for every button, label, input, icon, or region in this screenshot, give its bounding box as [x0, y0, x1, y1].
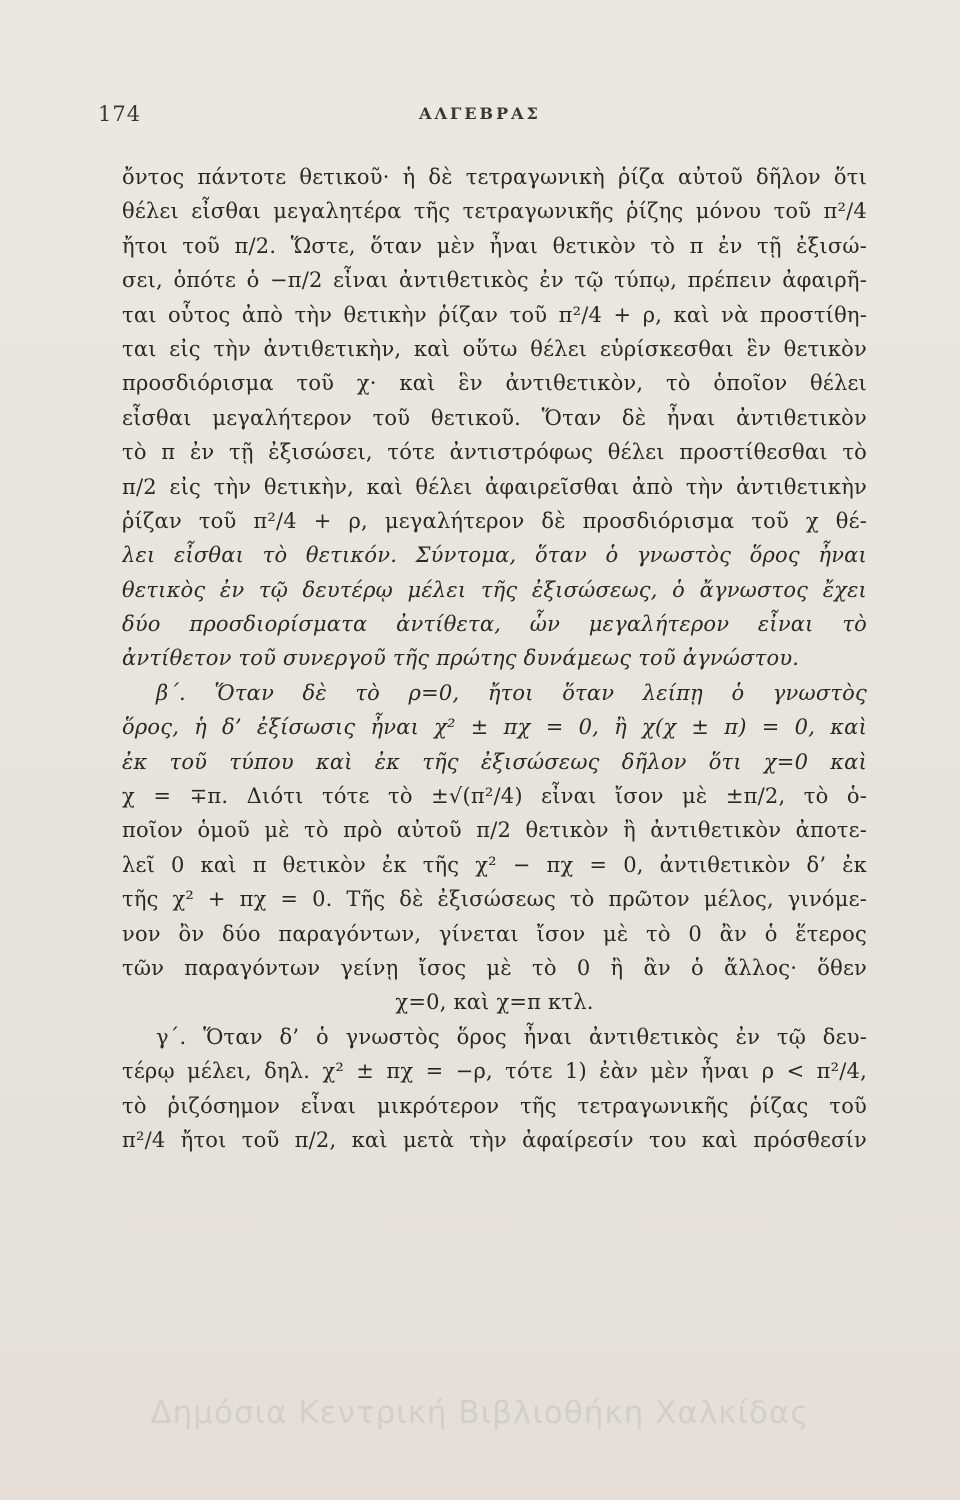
text-line: ῥίζαν τοῦ π²/4 + ρ, μεγαλήτερον δὲ προσδιόρισμα τοῦ χ θέ-	[122, 508, 867, 533]
text-line: τὸ ῥιζόσημον εἶναι μικρότερον τῆς τετραγωνικῆς ῥίζας τοῦ	[122, 1093, 867, 1118]
text-line: π/2 εἰς τὴν θετικὴν, καὶ θέλει ἀφαιρεῖσθαι ἀπὸ τὴν ἀντιθετικὴν	[122, 474, 867, 499]
text-line: εἶσθαι μεγαλήτερον τοῦ θετικοῦ. Ὅταν δὲ ἦναι ἀντιθετικὸν	[122, 405, 867, 430]
section-c-heading-line: γ΄. Ὅταν δ’ ὁ γνωστὸς ὅρος ἦναι ἀντιθετικὸς ἐν τῷ δευ-	[156, 1024, 867, 1049]
text-line: τῆς χ² + πχ = 0. Τῆς δὲ ἐξισώσεως τὸ πρῶτον μέλος, γινόμε-	[122, 887, 867, 912]
text-line: χ = ∓π. Διότι τότε τὸ ±√(π²/4) εἶναι ἴσον μὲ ±π/2, τὸ ὁ-	[122, 784, 867, 809]
text-line: ἤτοι τοῦ π/2. Ὥστε, ὅταν μὲν ἦναι θετικὸν τὸ π ἐν τῇ ἐξισώ-	[122, 233, 867, 258]
text-line: ται εἰς τὴν ἀντιθετικὴν, καὶ οὕτω θέλει εὑρίσκεσθαι ἓν θετικὸν	[122, 336, 867, 361]
equation-line: χ=0, καὶ χ=π κτλ.	[395, 990, 594, 1015]
italic-text-line: δύο προσδιορίσματα ἀντίθετα, ὧν μεγαλήτερον εἶναι τὸ	[122, 612, 867, 637]
text-line: ται οὗτος ἀπὸ τὴν θετικὴν ῥίζαν τοῦ π²/4 + ρ, καὶ νὰ προστίθη-	[122, 302, 867, 327]
page-body	[122, 160, 867, 1370]
text-line: ποῖον ὁμοῦ μὲ τὸ πρὸ αὐτοῦ π/2 θετικὸν ἢ ἀντιθετικὸν ἀποτε-	[122, 818, 867, 843]
text-line: σει, ὁπότε ὁ −π/2 εἶναι ἀντιθετικὸς ἐν τῷ τύπῳ, πρέπειν ἀφαιρῆ-	[122, 268, 867, 293]
section-b-heading-line: β΄. Ὅταν δὲ τὸ ρ=0, ἤτοι ὅταν λείπῃ ὁ γνωστὸς	[156, 680, 867, 705]
italic-text-line: ἀντίθετον τοῦ συνεργοῦ τῆς πρώτης δυνάμεως τοῦ ἀγνώστου.	[122, 646, 800, 671]
page-header	[0, 100, 960, 140]
page-number: 174	[98, 102, 142, 126]
text-line: νον ὂν δύο παραγόντων, γίνεται ἴσον μὲ τὸ 0 ἂν ὁ ἕτερος	[122, 921, 867, 946]
text-line: τέρῳ μέλει, δηλ. χ² ± πχ = −ρ, τότε 1) ἐὰν μὲν ἦναι ρ < π²/4,	[122, 1059, 867, 1084]
italic-text-line: θετικὸς ἐν τῷ δευτέρῳ μέλει τῆς ἐξισώσεως, ὁ ἄγνωστος ἔχει	[122, 577, 867, 602]
text-line: τὸ π ἐν τῇ ἐξισώσει, τότε ἀντιστρόφως θέλει προστίθεσθαι τὸ	[122, 440, 867, 465]
italic-text-line: λει εἶσθαι τὸ θετικόν. Σύντομα, ὅταν ὁ γνωστὸς ὅρος ἦναι	[122, 543, 867, 568]
text-line: τῶν παραγόντων γείνῃ ἴσος μὲ τὸ 0 ἢ ἂν ὁ ἄλλος· ὅθεν	[122, 955, 867, 980]
text-line: θέλει εἶσθαι μεγαλητέρα τῆς τετραγωνικῆς ῥίζης μόνου τοῦ π²/4	[122, 199, 867, 224]
text-line: λεῖ 0 καὶ π θετικὸν ἐκ τῆς χ² − πχ = 0, ἀντιθετικὸν δ’ ἐκ	[122, 852, 867, 877]
text-line: ὄντος πάντοτε θετικοῦ· ἡ δὲ τετραγωνικὴ ῥίζα αὐτοῦ δῆλον ὅτι	[122, 165, 867, 189]
text-line: προσδιόρισμα τοῦ χ· καὶ ἓν ἀντιθετικὸν, τὸ ὁποῖον θέλει	[122, 371, 867, 396]
italic-text-line: ἐκ τοῦ τύπου καὶ ἐκ τῆς ἐξισώσεως δῆλον ὅτι χ=0 καὶ	[122, 749, 867, 774]
running-head: ΑΛΓΕΒΡΑΣ	[419, 104, 541, 123]
text-line: π²/4 ἤτοι τοῦ π/2, καὶ μετὰ τὴν ἀφαίρεσίν του καὶ πρόσθεσίν	[122, 1127, 867, 1152]
library-watermark: Δημόσια Κεντρική Βιβλιοθήκη Χαλκίδας	[150, 1395, 810, 1431]
italic-text-line: ὅρος, ἡ δ’ ἐξίσωσις ἦναι χ² ± πχ = 0, ἢ χ(χ ± π) = 0, καὶ	[122, 715, 867, 740]
